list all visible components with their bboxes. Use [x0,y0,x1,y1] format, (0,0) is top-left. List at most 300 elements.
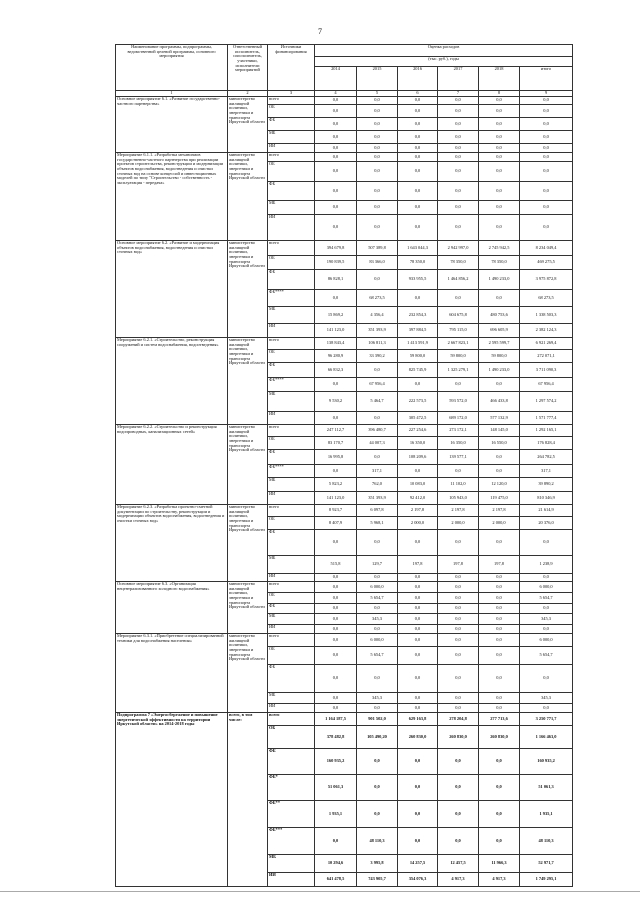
value-cell: 0,0 [438,378,479,392]
value-cell: 0,0 [357,105,398,118]
value-cell: 689 172,0 [438,412,479,425]
table-row [116,505,573,517]
value-cell: 0,0 [438,105,479,118]
value-cell: 11 966,3 [479,855,520,873]
value-cell: 0,0 [479,593,520,604]
value-cell: 0,0 [357,625,398,634]
value-cell: 0,0 [438,215,479,241]
total-cell: 0,0 [520,704,573,713]
value-cell: 0,0 [479,801,520,828]
value-cell: 795 115,0 [438,324,479,338]
total-cell: 0,0 [520,625,573,634]
value-cell: 0,0 [398,97,438,105]
value-cell: 10 083,0 [398,478,438,492]
value-cell: 0,0 [398,144,438,153]
total-cell: 51 061,3 [520,775,573,801]
responsible-executor: министерство жилищной политики, энергетики и транспорта Иркутской области [228,153,268,241]
funding-source: ОБ [268,647,315,665]
funding-source: ФБ [268,363,315,378]
value-cell: 6 000,0 [357,582,398,593]
value-cell: 0,0 [398,665,438,693]
table-row [116,338,573,350]
value-cell: 0,0 [398,153,438,162]
funding-source: ОБ [268,105,315,118]
total-cell: 20 376,0 [520,517,573,530]
value-cell: 641 478,5 [315,873,357,887]
value-cell: 0,0 [479,693,520,704]
value-cell: 78 350,0 [438,256,479,270]
activity-name: Основное мероприятие 6.1. «Развитие государственно-частного партнерства» [116,97,228,153]
value-cell: 0,0 [315,118,357,131]
value-cell: 0,0 [398,290,438,307]
value-cell: 260 830,0 [398,726,438,749]
total-cell: 1 238,9 [520,556,573,574]
responsible-executor: министерство жилищной политики, энергетики и транспорта Иркутской области [228,505,268,582]
value-cell: 1 490 233,0 [479,270,520,290]
value-cell: 108 209,6 [398,450,438,465]
value-cell: 0,0 [398,801,438,828]
value-cell: 0,0 [438,775,479,801]
value-cell: 9 530,2 [315,392,357,412]
value-cell: 507 389,8 [357,241,398,256]
value-cell: 0,0 [479,530,520,556]
value-cell: 51 061,3 [315,775,357,801]
value-cell: 0,0 [479,749,520,775]
value-cell: 0,0 [438,131,479,144]
value-cell: 160 935,2 [315,749,357,775]
total-cell: 3 975 872,8 [520,270,573,290]
header-estimate: Оценка расходов [315,45,573,57]
header-year: 2017 [438,67,479,91]
responsible-executor: министерство жилищной политики, энергетики и транспорта Иркутской области [228,425,268,505]
value-cell: 0,0 [357,412,398,425]
total-cell: 39 890,2 [520,478,573,492]
total-cell: 317,1 [520,465,573,478]
value-cell: 197,8 [479,556,520,574]
value-cell: 0,0 [315,201,357,215]
total-cell: 0,0 [520,182,573,201]
value-cell: 2 197,8 [479,505,520,517]
funding-source: всего [268,634,315,647]
funding-source: ОБ [268,437,315,450]
value-cell: 0,0 [357,801,398,828]
value-cell: 351 393,9 [357,324,398,338]
value-cell: 0,0 [479,704,520,713]
total-cell: 0,0 [520,530,573,556]
value-cell: 825 745,9 [398,363,438,378]
value-cell: 0,0 [438,118,479,131]
value-cell: 0,0 [315,530,357,556]
value-cell: 317,1 [357,465,398,478]
responsible-executor: министерство жилищной политики, энергетики и транспорта Иркутской области [228,582,268,634]
value-cell: 0,0 [438,530,479,556]
value-cell: 16 350,0 [398,437,438,450]
total-cell: 3 250 771,7 [520,713,573,726]
value-cell: 0,0 [398,378,438,392]
value-cell: 16 350,0 [438,437,479,450]
total-cell: 6 000,0 [520,634,573,647]
value-cell: 0,0 [438,593,479,604]
header-units: (тыс. руб.), годы [315,57,573,67]
value-cell: 1 935,1 [315,801,357,828]
header-source: Источники финансирования [268,45,315,91]
total-cell: 345,3 [520,693,573,704]
value-cell: 1 490 233,0 [479,363,520,378]
value-cell: 0,0 [398,118,438,131]
activity-name: Основное мероприятие 6.2. «Развитие и модернизация объектов водоснабжения, водоотведения и очистки сточных вод» [116,241,228,338]
value-cell: 0,0 [479,153,520,162]
value-cell: 0,0 [315,378,357,392]
value-cell: 0,0 [315,97,357,105]
total-cell: 1 935,1 [520,801,573,828]
total-cell: 272 071,1 [520,350,573,363]
value-cell: 0,0 [479,215,520,241]
activity-name: Мероприятие 6.3.1. «Приобретение специализированной техники для водоснабжения населения» [116,634,228,713]
value-cell: 0,0 [479,775,520,801]
funding-source: ФБ**** [268,290,315,307]
total-cell: 3 711 090,3 [520,363,573,378]
value-cell: 0,0 [438,828,479,855]
value-cell: 0,0 [398,530,438,556]
value-cell: 59 800,0 [398,350,438,363]
value-cell: 480 753,6 [479,307,520,324]
total-cell: 160 935,2 [520,749,573,775]
value-cell: 0,0 [438,465,479,478]
value-cell: 83 170,7 [315,437,357,450]
total-cell: 1 292 165,1 [520,425,573,437]
value-cell: 0,0 [357,131,398,144]
value-cell: 119 475,0 [479,492,520,505]
value-cell: 14 257,5 [398,855,438,873]
total-cell: 1 166 463,0 [520,726,573,749]
value-cell: 305 472,5 [398,412,438,425]
header-year: 2015 [357,67,398,91]
funding-source: всего [268,425,315,437]
responsible-executor: всего, в том числе: [228,713,268,887]
table-row [116,241,573,256]
value-cell: 0,0 [315,105,357,118]
activity-name: Мероприятие 6.2.3. «Разработка проектно-сметной документации по строительству, реконструкции и модернизации объектов водоснабжения, водоотведения и очистки сточных вод» [116,505,228,582]
funding-source: ФБ [268,182,315,201]
value-cell: 0,0 [357,97,398,105]
value-cell: 0,0 [315,634,357,647]
value-cell: 0,0 [398,131,438,144]
value-cell: 2 745 942,5 [479,241,520,256]
value-cell: 0,0 [398,693,438,704]
value-cell: 1 325 279,1 [438,363,479,378]
value-cell: 0,0 [398,625,438,634]
funding-source: ОБ [268,726,315,749]
value-cell: 6 097,8 [357,505,398,517]
value-cell: 0,0 [315,704,357,713]
funding-source: МБ [268,201,315,215]
value-cell: 0,0 [315,604,357,614]
total-cell: 2 382 124,3 [520,324,573,338]
value-cell: 0,0 [438,153,479,162]
value-cell: 0,0 [479,665,520,693]
value-cell: 0,0 [357,162,398,182]
activity-name: Подпрограмма 7 «Энергосбережение и повышение энергетической эффективности на территории Иркутской области» на 2014-2018 годы [116,713,228,887]
value-cell: 0,0 [398,614,438,625]
value-cell: 0,0 [479,182,520,201]
value-cell: 0,0 [438,582,479,593]
funding-source: всего [268,713,315,726]
value-cell: 0,0 [398,105,438,118]
funding-source: ОБ [268,593,315,604]
funding-source: ОБ [268,350,315,363]
value-cell: 743 905,7 [357,873,398,887]
value-cell: 0,0 [357,153,398,162]
funding-source: ИИ [268,324,315,338]
funding-source: всего [268,582,315,593]
value-cell: 0,0 [315,412,357,425]
funding-source: ИИ [268,215,315,241]
value-cell: 0,0 [479,604,520,614]
value-cell: 1 164 187,5 [315,713,357,726]
funding-source: ИИ [268,492,315,505]
value-cell: 0,0 [398,201,438,215]
column-index: 6 [398,91,438,97]
funding-source: ИИ [268,625,315,634]
value-cell: 0,0 [438,625,479,634]
value-cell: 278 204,8 [438,713,479,726]
table-row [116,713,573,726]
value-cell: 15 869,2 [315,307,357,324]
value-cell: 0,0 [438,162,479,182]
value-cell: 0,0 [315,131,357,144]
funding-source: ФБ [268,604,315,614]
funding-source: всего [268,97,315,105]
value-cell: 0,0 [438,604,479,614]
value-cell: 0,0 [315,828,357,855]
funding-source: ОБ [268,517,315,530]
value-cell: 0,0 [479,105,520,118]
value-cell: 696 605,9 [479,324,520,338]
value-cell: 0,0 [398,593,438,604]
funding-source: МБ [268,614,315,625]
value-cell: 141 123,0 [315,324,357,338]
value-cell: 345,3 [357,693,398,704]
total-cell: 0,0 [520,665,573,693]
value-cell: 0,0 [479,378,520,392]
value-cell: 0,0 [315,144,357,153]
total-cell: 0,0 [520,604,573,614]
value-cell: 0,0 [438,749,479,775]
value-cell: 1 464 856,2 [438,270,479,290]
value-cell: 0,0 [315,574,357,582]
table-row [116,582,573,593]
value-cell: 0,0 [479,625,520,634]
value-cell: 0,0 [315,290,357,307]
funding-source: МБ [268,478,315,492]
value-cell: 0,0 [315,593,357,604]
value-cell: 0,0 [398,749,438,775]
value-cell: 378 482,8 [315,726,357,749]
value-cell: 0,0 [357,530,398,556]
total-cell: 48 110,3 [520,828,573,855]
value-cell: 5 464,7 [357,392,398,412]
value-cell: 260 830,0 [479,726,520,749]
value-cell: 190 839,5 [315,256,357,270]
value-cell: 44 007,3 [357,437,398,450]
value-cell: 0,0 [357,574,398,582]
value-cell: 0,0 [357,144,398,153]
total-cell: 345,3 [520,614,573,625]
value-cell: 105 943,0 [438,492,479,505]
value-cell: 2 942 997,0 [438,241,479,256]
value-cell: 0,0 [315,647,357,665]
table-row [116,634,573,647]
value-cell: 11 102,0 [438,478,479,492]
value-cell: 0,0 [357,201,398,215]
total-cell: 5 654,7 [520,593,573,604]
funding-source: МБ [268,307,315,324]
value-cell: 92 412,0 [398,492,438,505]
table-row [116,97,573,105]
total-cell: 1 571 777,4 [520,412,573,425]
value-cell: 0,0 [479,290,520,307]
funding-source: МБ [268,693,315,704]
value-cell: 0,0 [357,363,398,378]
value-cell: 4 917,3 [438,873,479,887]
funding-source: ФБ*** [268,828,315,855]
value-cell: 139 577,1 [438,450,479,465]
value-cell: 222 573,5 [398,392,438,412]
value-cell: 67 956,4 [357,378,398,392]
value-cell: 0,0 [438,574,479,582]
value-cell: 0,0 [479,131,520,144]
value-cell: 0,0 [357,775,398,801]
page-bottom-rule [0,891,640,892]
value-cell: 0,0 [398,647,438,665]
total-cell: 1 749 295,1 [520,873,573,887]
value-cell: 0,0 [479,582,520,593]
header-year: 2018 [479,67,520,91]
value-cell: 0,0 [357,118,398,131]
value-cell: 0,0 [479,465,520,478]
value-cell: 86 828,1 [315,270,357,290]
total-cell: 0,0 [520,162,573,182]
funding-source: ФБ [268,749,315,775]
value-cell: 59 800,0 [438,350,479,363]
value-cell: 351 393,9 [357,492,398,505]
value-cell: 0,0 [479,828,520,855]
funding-source: ИИ [268,704,315,713]
value-cell: 762,0 [357,478,398,492]
funding-source: МБ [268,392,315,412]
value-cell: 0,0 [438,665,479,693]
value-cell: 0,0 [479,574,520,582]
value-cell: 129,7 [357,556,398,574]
total-cell: 0,0 [520,215,573,241]
total-cell: 6 921 269,4 [520,338,573,350]
funding-source: ФБ**** [268,465,315,478]
value-cell: 0,0 [357,665,398,693]
value-cell: 0,0 [357,749,398,775]
total-cell: 0,0 [520,131,573,144]
value-cell: 138 843,4 [315,338,357,350]
value-cell: 0,0 [479,450,520,465]
value-cell: 1 413 591,9 [398,338,438,350]
column-index: 9 [520,91,573,97]
funding-source: ФБ [268,665,315,693]
total-cell: 810 346,9 [520,492,573,505]
funding-source: всего [268,153,315,162]
value-cell: 577 132,9 [479,412,520,425]
value-cell: 0,0 [357,704,398,713]
value-cell: 260 830,0 [438,726,479,749]
value-cell: 345,3 [357,614,398,625]
value-cell: 0,0 [479,118,520,131]
activity-name: Основное мероприятие 6.3. «Организация нецентрализованного холодного водоснабжения» [116,582,228,634]
total-cell: 0,0 [520,105,573,118]
funding-source: ИИ [268,574,315,582]
responsible-executor: министерство жилищной политики, энергетики и транспорта Иркутской области [228,241,268,338]
total-cell: 0,0 [520,118,573,131]
value-cell: 8 407,9 [315,517,357,530]
total-cell: 264 782,5 [520,450,573,465]
value-cell: 0,0 [398,604,438,614]
value-cell: 0,0 [315,465,357,478]
value-cell: 515,8 [315,556,357,574]
funding-source: МБ [268,855,315,873]
value-cell: 0,0 [438,182,479,201]
total-cell: 52 971,7 [520,855,573,873]
value-cell: 0,0 [398,828,438,855]
column-index: 2 [228,91,268,97]
value-cell: 5 968,1 [357,517,398,530]
value-cell: 0,0 [438,614,479,625]
value-cell: 0,0 [438,704,479,713]
value-cell: 901 502,0 [357,713,398,726]
total-cell: 0,0 [520,574,573,582]
value-cell: 629 163,8 [398,713,438,726]
value-cell: 78 350,0 [479,256,520,270]
header-name: Наименование программы, подпрограммы, ведомственной целевой программы, основного мероприятия [116,45,228,91]
value-cell: 197,8 [398,556,438,574]
value-cell: 2 197,8 [438,505,479,517]
value-cell: 141 123,0 [315,492,357,505]
value-cell: 5 823,2 [315,478,357,492]
column-index: 1 [116,91,228,97]
funding-source: МБ [268,131,315,144]
value-cell: 148 145,0 [479,425,520,437]
value-cell: 5 654,7 [357,593,398,604]
value-cell: 106 811,3 [357,338,398,350]
value-cell: 396 480,7 [357,425,398,437]
value-cell: 247 112,7 [315,425,357,437]
total-cell: 68 273,5 [520,290,573,307]
funding-source: ФБ [268,270,315,290]
activity-name: Мероприятие 6.1.1. «Разработка механизмов государственно-частного партнерства при реализации проектов строительства, реконструкции и модернизации объектов водоснабжения, водоотведения и очистки сточных вод на основе концессий и инвестиционных моделей по типу "Строительство - собственность - эксплуатация - передача» [116,153,228,241]
value-cell: 0,0 [315,625,357,634]
value-cell: 10 294,6 [315,855,357,873]
value-cell: 0,0 [398,634,438,647]
value-cell: 0,0 [315,693,357,704]
expense-table [115,44,573,887]
value-cell: 394 679,8 [315,241,357,256]
value-cell: 2 197,8 [398,505,438,517]
value-cell: 0,0 [398,465,438,478]
total-cell: 21 614,9 [520,505,573,517]
value-cell: 66 832,3 [315,363,357,378]
value-cell: 0,0 [315,182,357,201]
value-cell: 0,0 [479,614,520,625]
header-executor: Ответственный исполнитель, соисполнитель, участники, исполнители мероприятий [228,45,268,91]
activity-name: Мероприятие 6.2.2. «Строительство и реконструкция водопроводных, канализационных сетей» [116,425,228,505]
funding-source: ФБ**** [268,378,315,392]
value-cell: 0,0 [398,775,438,801]
